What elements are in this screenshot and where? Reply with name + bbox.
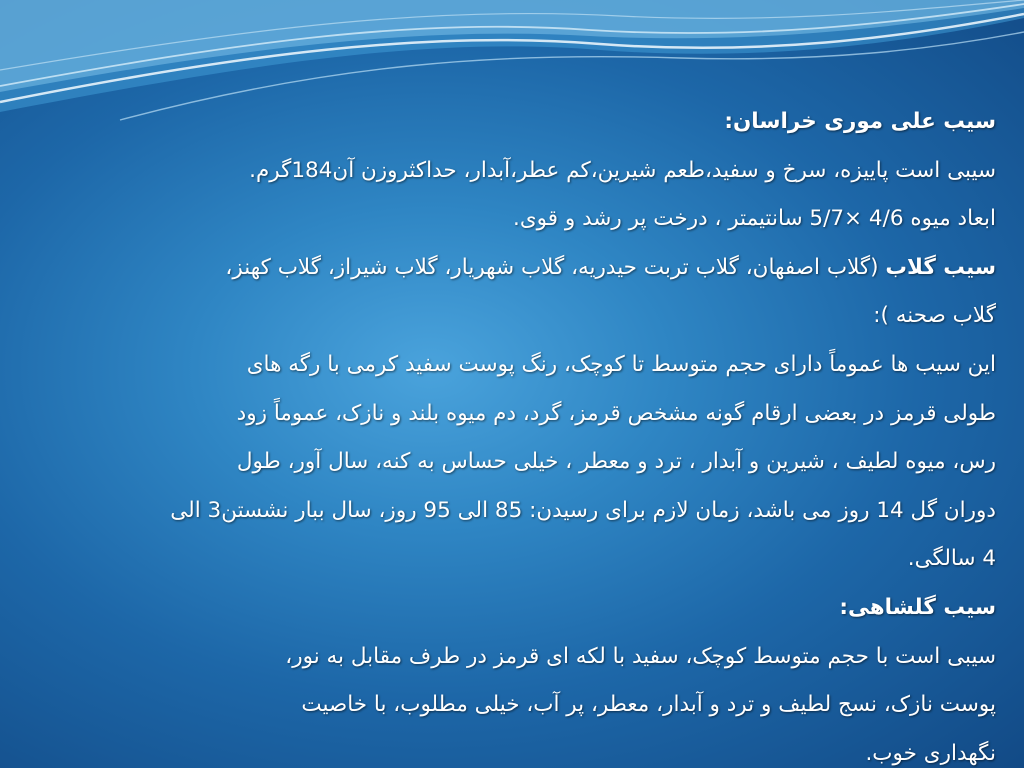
text-segment: سیبی است پاییزه، سرخ و سفید،طعم شیرین،کم عطر،آبدار، حداکثروزن آن184گرم.	[249, 157, 996, 183]
text-line	[26, 633, 996, 682]
text-segment: رس، میوه لطیف ، شیرین و آبدار ، ترد و معطر ، خیلی حساس به کنه، سال آور، طول	[236, 449, 996, 475]
text-segment: این سیب ها عموماً دارای حجم متوسط تا کوچک، رنگ پوست سفید کرمی با رگه های	[246, 351, 996, 377]
text-line	[26, 438, 996, 487]
text-segment: پوست نازک، نسج لطیف و ترد و آبدار، معطر، پر آب، خیلی مطلوب، با خاصیت	[301, 692, 996, 718]
text-segment: دوران گل 14 روز می باشد، زمان لازم برای رسیدن: 85 الی 95 روز، سال ببار نشستن3 الی	[170, 497, 996, 523]
text-segment: طولی قرمز در بعضی ارقام گونه مشخص قرمز، گرد، دم میوه بلند و نازک، عموماً زود	[236, 400, 996, 426]
text-line	[26, 681, 996, 730]
text-segment: نگهداری خوب.	[865, 740, 996, 766]
text-segment: گلاب صحنه ):	[873, 303, 996, 329]
text-line	[26, 292, 996, 341]
text-line	[26, 487, 996, 536]
text-segment: سیبی است با حجم متوسط کوچک، سفید با لکه ای قرمز در طرف مقابل به نور،	[285, 643, 996, 669]
text-line	[26, 147, 996, 196]
text-line	[26, 730, 996, 768]
text-segment: 4 سالگی.	[907, 546, 996, 572]
text-segment: ابعاد میوه 4/6 ×5/7 سانتیمتر ، درخت پر رشد و قوی.	[513, 206, 996, 232]
text-line	[26, 195, 996, 244]
text-line	[26, 341, 996, 390]
text-segment: (گلاب اصفهان، گلاب تربت حیدریه، گلاب شهریار، گلاب شیراز، گلاب کهنز،	[225, 254, 886, 280]
text-line-apple-golshahi-heading	[26, 584, 996, 633]
text-line	[26, 535, 996, 584]
text-line	[26, 390, 996, 439]
slide-body-text	[26, 98, 996, 768]
text-line-apple-ali-mori-heading	[26, 98, 996, 147]
bold-segment: سیب علی موری خراسان:	[724, 109, 996, 134]
text-line-apple-golab-heading	[26, 244, 996, 293]
bold-segment: سیب گلشاهی:	[839, 594, 996, 620]
bold-segment: سیب گلاب	[885, 254, 996, 280]
